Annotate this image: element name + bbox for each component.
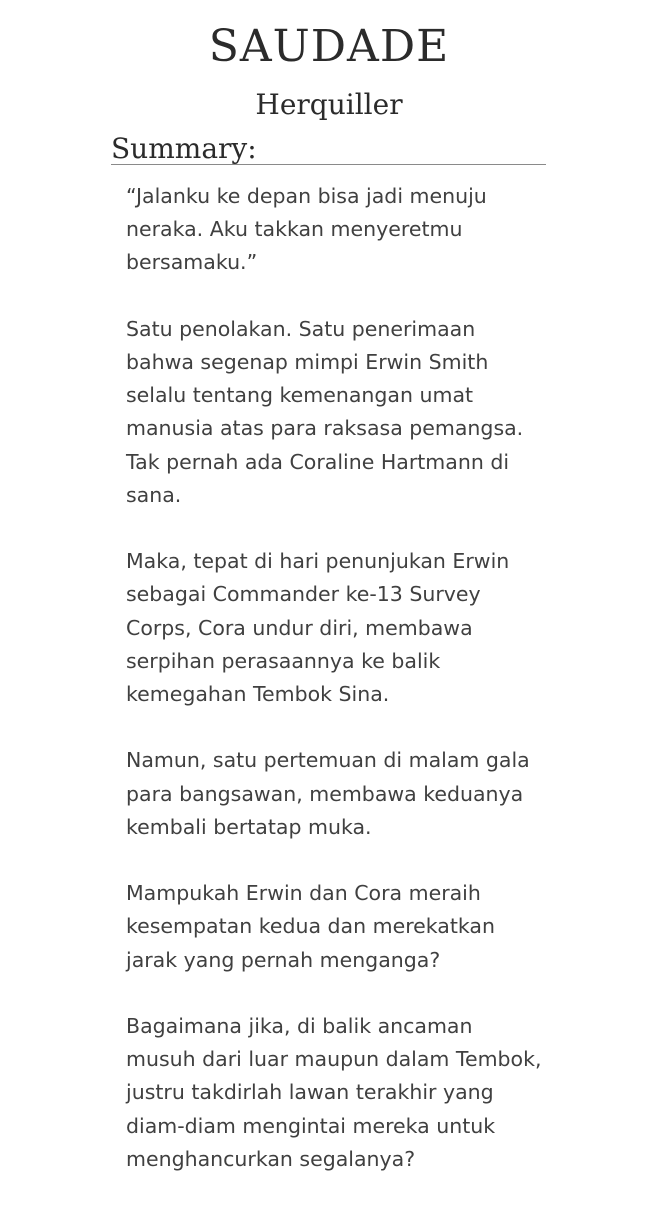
summary-line: diam-diam mengintai mereka untuk (126, 1113, 496, 1138)
summary-line: kembali bertatap muka. (126, 814, 372, 839)
summary-line: Corps, Cora undur diri, membawa (126, 615, 473, 640)
summary-heading: Summary: (111, 131, 546, 165)
summary-line: Satu penolakan. Satu penerimaan (126, 316, 476, 341)
summary-line: Bagaimana jika, di balik ancaman (126, 1014, 473, 1038)
summary-paragraph (126, 877, 536, 977)
summary-line: justru takdirlah lawan terakhir yang (126, 1080, 494, 1105)
summary-line: selalu tentang kemenangan umat (126, 383, 474, 408)
summary-line: sebagai Commander ke-13 Survey (126, 582, 481, 607)
summary-paragraph (126, 180, 536, 280)
summary-paragraph (126, 313, 536, 512)
summary-line: “Jalanku ke depan bisa jadi menuju (126, 184, 487, 208)
summary-line: jarak yang pernah menganga? (126, 947, 441, 972)
summary-line: bersamaku.” (126, 250, 258, 275)
summary-line: menghancurkan segalanya? (126, 1146, 416, 1171)
summary-line: kesempatan kedua dan merekatkan (126, 914, 495, 939)
summary-body (126, 180, 542, 1209)
summary-paragraph (126, 744, 536, 844)
summary-line: manusia atas para raksasa pemangsa. (126, 416, 524, 441)
summary-line: Mampukah Erwin dan Cora meraih (126, 881, 481, 906)
summary-paragraph (126, 1010, 542, 1176)
summary-line: Tak pernah ada Coraline Hartmann di (126, 449, 510, 474)
summary-line: para bangsawan, membawa keduanya (126, 781, 524, 806)
summary-line: neraka. Aku takkan menyeretmu (126, 217, 463, 242)
story-title: SAUDADE (208, 21, 450, 72)
summary-line: sana. (126, 482, 182, 507)
summary-line: Maka, tepat di hari penunjukan Erwin (126, 549, 510, 574)
summary-line: musuh dari luar maupun dalam Tembok, (126, 1047, 542, 1072)
summary-paragraph (126, 545, 536, 711)
summary-line: Namun, satu pertemuan di malam gala (126, 748, 530, 773)
summary-line: kemegahan Tembok Sina. (126, 682, 390, 707)
summary-line: serpihan perasaannya ke balik (126, 648, 441, 673)
summary-line: bahwa segenap mimpi Erwin Smith (126, 350, 489, 374)
author-name: Herquiller (255, 88, 403, 121)
